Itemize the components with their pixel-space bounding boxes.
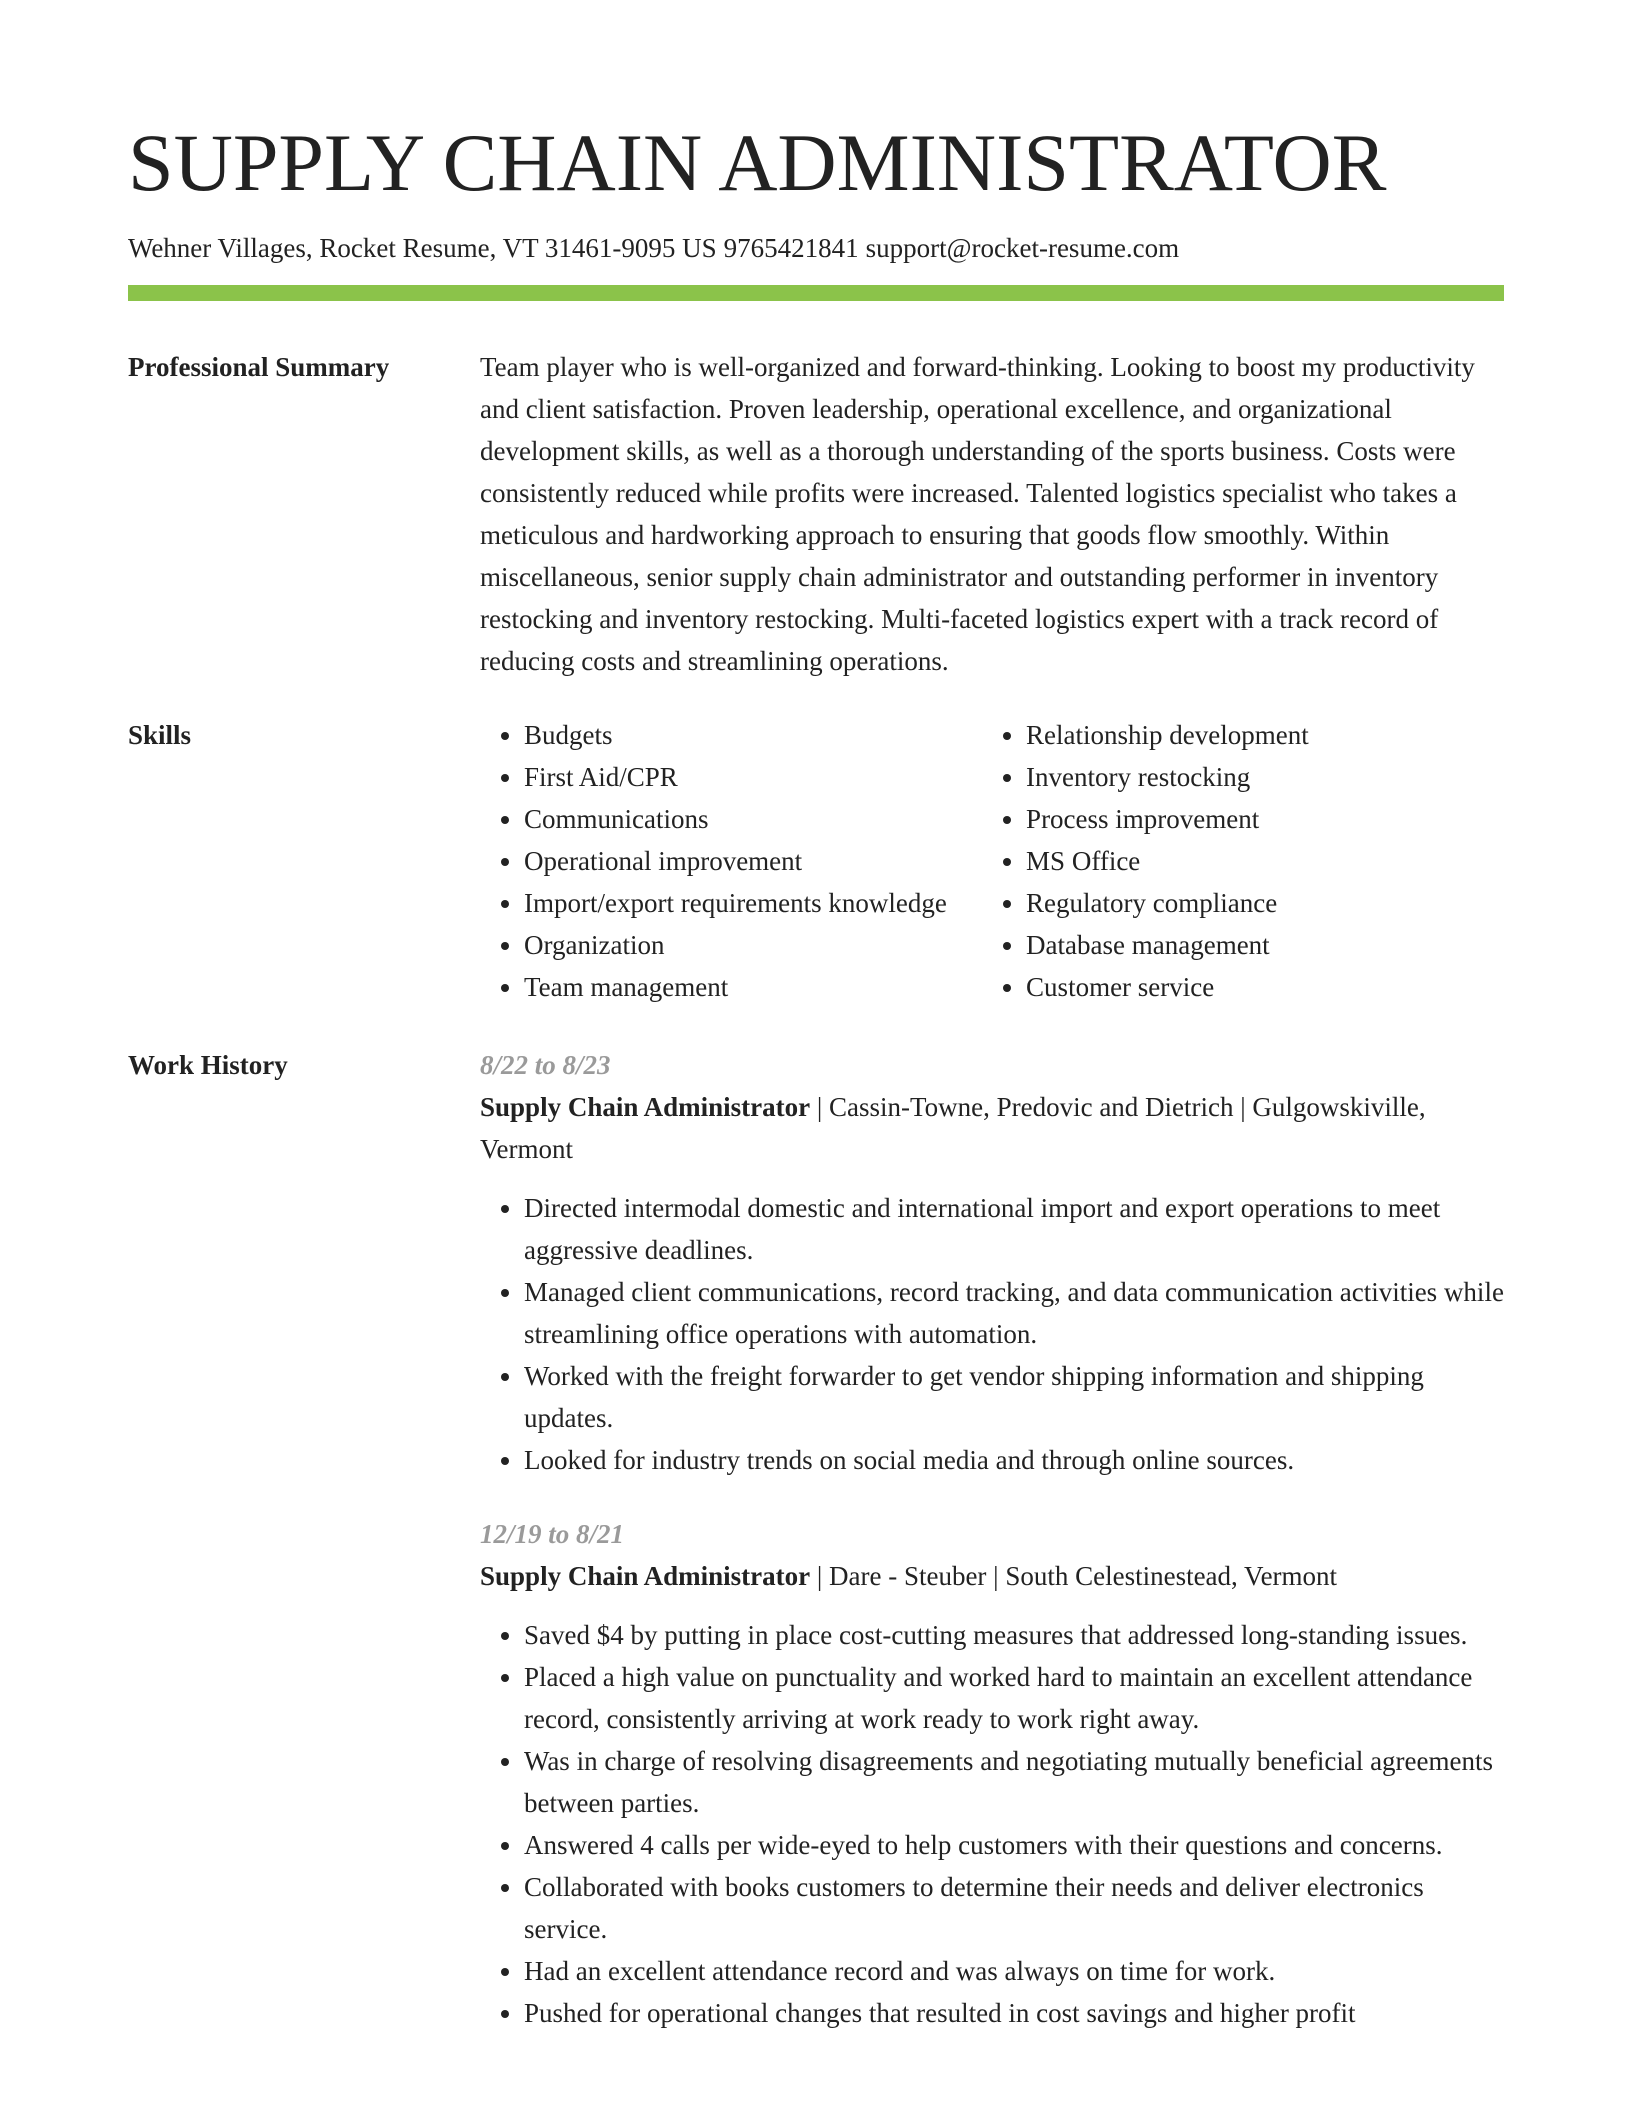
job-bullet: • Collaborated with books customers to determine their needs and deliver electronics service.: [524, 1866, 1504, 1950]
job-bullet: • Was in charge of resolving disagreements and negotiating mutually beneficial agreements between parties.: [524, 1740, 1504, 1824]
contact-email[interactable]: support@rocket-resume.com: [865, 233, 1180, 263]
skill-item: • Budgets: [524, 714, 982, 756]
summary-heading: Professional Summary: [128, 352, 390, 382]
skill-item: • Import/export requirements knowledge: [524, 882, 982, 924]
job-bullet: • Looked for industry trends on social media and through online sources.: [524, 1439, 1504, 1481]
job-title: Supply Chain Administrator: [480, 1561, 811, 1591]
skills-columns: [480, 714, 1504, 1008]
job-entry: [480, 1044, 1504, 1481]
header-divider: [128, 285, 1504, 301]
skill-item: • Operational improvement: [524, 840, 982, 882]
skill-item: • Process improvement: [1026, 798, 1504, 840]
skills-list-right: [982, 714, 1504, 1008]
contact-phone: 9765421841: [723, 233, 859, 263]
work-history-heading: Work History: [128, 1050, 288, 1080]
job-dates: 12/19 to 8/21: [480, 1519, 625, 1549]
job-bullet: • Had an excellent attendance record and was always on time for work.: [524, 1950, 1504, 1992]
skill-item: • Team management: [524, 966, 982, 1008]
skill-item: • Communications: [524, 798, 982, 840]
job-heading: [480, 1555, 1504, 1597]
job-bullet: • Pushed for operational changes that resulted in cost savings and higher profit: [524, 1992, 1504, 2034]
job-bullet: • Answered 4 calls per wide-eyed to help customers with their questions and concerns.: [524, 1824, 1504, 1866]
job-title: Supply Chain Administrator: [480, 1092, 811, 1122]
job-dates: 8/22 to 8/23: [480, 1050, 611, 1080]
job-entry: [480, 1513, 1504, 2034]
skill-item: • Database management: [1026, 924, 1504, 966]
job-heading: [480, 1086, 1504, 1170]
skill-item: • Relationship development: [1026, 714, 1504, 756]
job-bullet-list: [480, 1614, 1504, 2034]
skills-list-left: [480, 714, 982, 1008]
job-employer-location: | Cassin-Towne, Predovic and Dietrich | Gulgowskiville, Vermont: [480, 1092, 1426, 1164]
summary-text: Team player who is well-organized and forward-thinking. Looking to boost my productivity and client satisfaction. Proven leadership, operational excellence, and organizational development skills, as well as a thorough understanding of the sports business. Costs were consistently reduced while profits were increased. Talented logistics specialist who takes a meticulous and hardworking approach to ensuring that goods flow smoothly. Within miscellaneous, senior supply chain administrator and outstanding performer in inventory restocking and inventory restocking. Multi-faceted logistics expert with a track record of reducing costs and streamlining operations.: [480, 352, 1475, 676]
skills-heading: Skills: [128, 720, 192, 750]
job-bullet: • Worked with the freight forwarder to get vendor shipping information and shipping updates.: [524, 1355, 1504, 1439]
skill-item: • Inventory restocking: [1026, 756, 1504, 798]
job-bullet: • Saved $4 by putting in place cost-cutting measures that addressed long-standing issues.: [524, 1614, 1504, 1656]
skills-body: [480, 714, 1504, 1008]
job-bullet-list: [480, 1187, 1504, 1481]
summary-body: [480, 346, 1504, 682]
job-employer-location: | Dare - Steuber | South Celestinestead, Vermont: [810, 1561, 1338, 1591]
skill-item: • Customer service: [1026, 966, 1504, 1008]
skill-item: • Regulatory compliance: [1026, 882, 1504, 924]
work-history-body: [480, 1044, 1504, 2034]
job-bullet: • Managed client communications, record tracking, and data communication activities while streamlining office operations with automation.: [524, 1271, 1504, 1355]
job-bullet: • Placed a high value on punctuality and worked hard to maintain an excellent attendance record, consistently arriving at work ready to work right away.: [524, 1656, 1504, 1740]
job-bullet: • Directed intermodal domestic and international import and export operations to meet aggressive deadlines.: [524, 1187, 1504, 1271]
candidate-title: SUPPLY CHAIN ADMINISTRATOR: [128, 117, 1387, 208]
skill-item: • Organization: [524, 924, 982, 966]
contact-address: Wehner Villages, Rocket Resume, VT 31461-9095 US: [128, 233, 717, 263]
skill-item: • First Aid/CPR: [524, 756, 982, 798]
contact-line: [128, 232, 1179, 264]
skill-item: • MS Office: [1026, 840, 1504, 882]
